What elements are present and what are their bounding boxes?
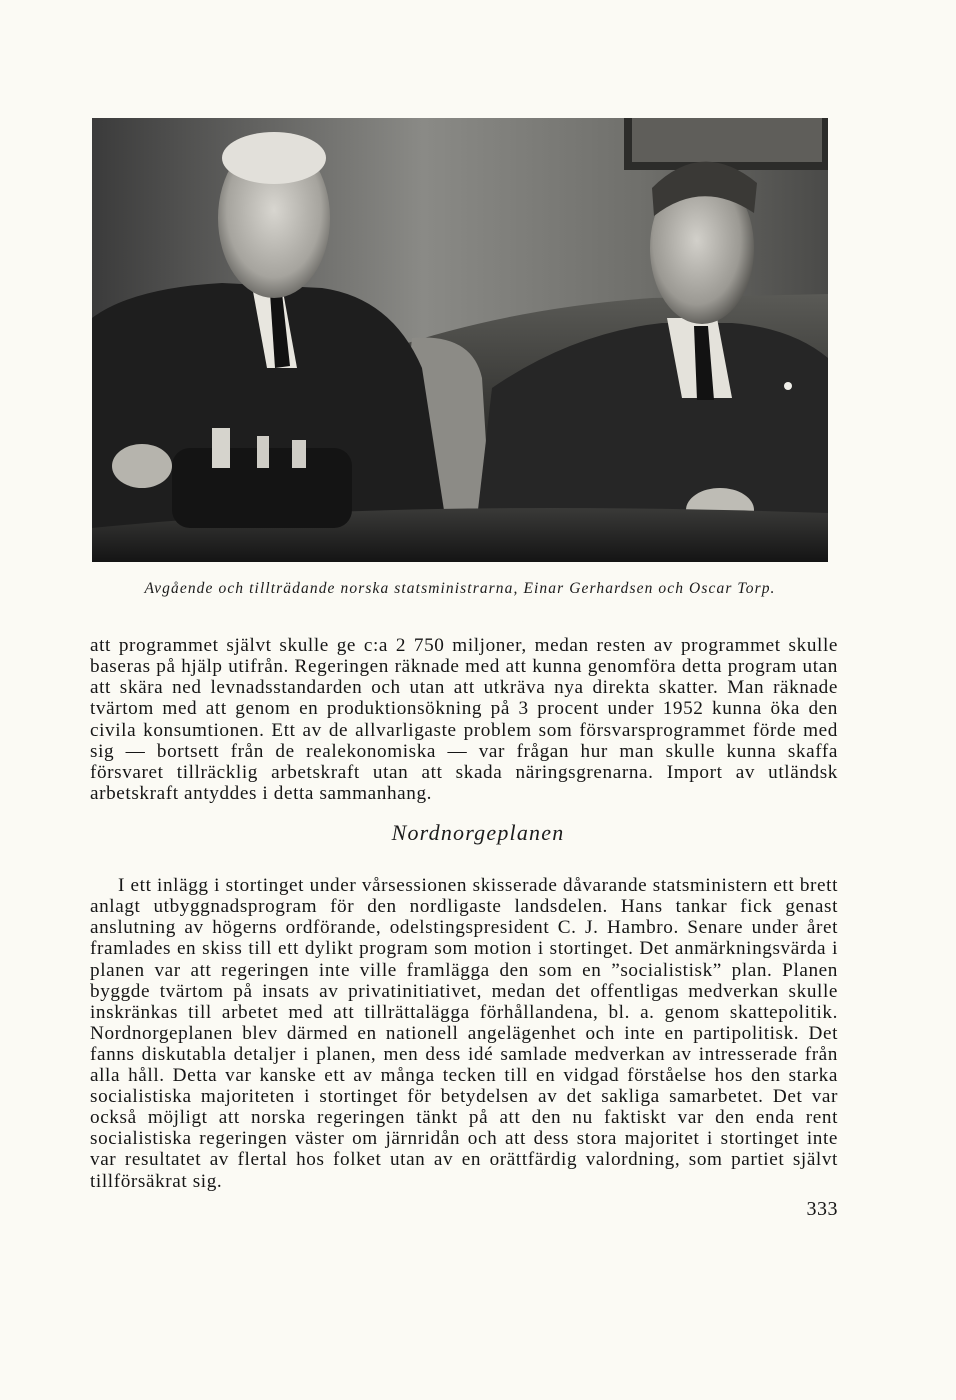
- section-heading: Nordnorgeplanen: [391, 820, 565, 845]
- photo-caption: Avgående och tillträdande norska statsministrarna, Einar Gerhardsen och Oscar Torp.: [144, 580, 776, 597]
- photograph-illustration: [92, 118, 828, 562]
- body-paragraph-2: I ett inlägg i stortinget under vårsessionen skisserade dåvarande statsministern ett brett anlagt utbyggnadsprogram för den nordligaste landsdelen. Hans tankar fick genast anslutning av högerns ordförande, odelstingspresident C. J. Hambro. Senare under året framlades en skiss till ett dylikt program som motion i stortinget. Det anmärkningsvärda i planen var att regeringen inte ville framlägga den som en ”socialistisk” plan. Planen byggde tvärtom på insats av privatinitiativet, medan det offentligas medverkan skulle inskränkas till arbetet med att tillrättalägga förhållandena, bl. a. genom skattepolitik. Nordnorgeplanen blev därmed en nationell angelägenhet och inte en partipolitisk. Det fanns diskutabla detaljer i planen, men dess idé samlade medverkan av intresserade från alla håll. Detta var kanske ett av många tecken till en vidgad förståelse hos den starka socialistiska majoriteten i stortinget för betydelsen av det sakliga samarbetet. Det var också möjligt att norska regeringen tänkt på att den nu faktiskt var den enda rent socialistiska regeringen väster om järnridån och att dess stora majoritet i stortinget inte var resultatet av flertal hos folket utan av en orättfärdig valordning, som partiet självt tillförsäkrat sig.: [90, 875, 838, 1192]
- body-paragraph-1: att programmet självt skulle ge c:a 2 750 miljoner, medan resten av programmet skulle baseras på hjälp utifrån. Regeringen räknade med att kunna genomföra detta program utan att skära ned levnadsstandarden och utan att utkräva nya direkta skatter. Man räknade tvärtom med att genom en produktionsökning på 3 procent under 1952 kunna öka den civila konsumtionen. Ett av de allvarligaste problem som försvarsprogrammet förde med sig — bortsett från de realekonomiska — var frågan hur man skulle kunna skaffa försvaret tillräcklig arbetskraft utan att skada näringsgrenarna. Import av utländsk arbetskraft antyddes i detta sammanhang.: [90, 635, 838, 804]
- photograph: [92, 118, 828, 562]
- page-number: 333: [806, 1198, 838, 1220]
